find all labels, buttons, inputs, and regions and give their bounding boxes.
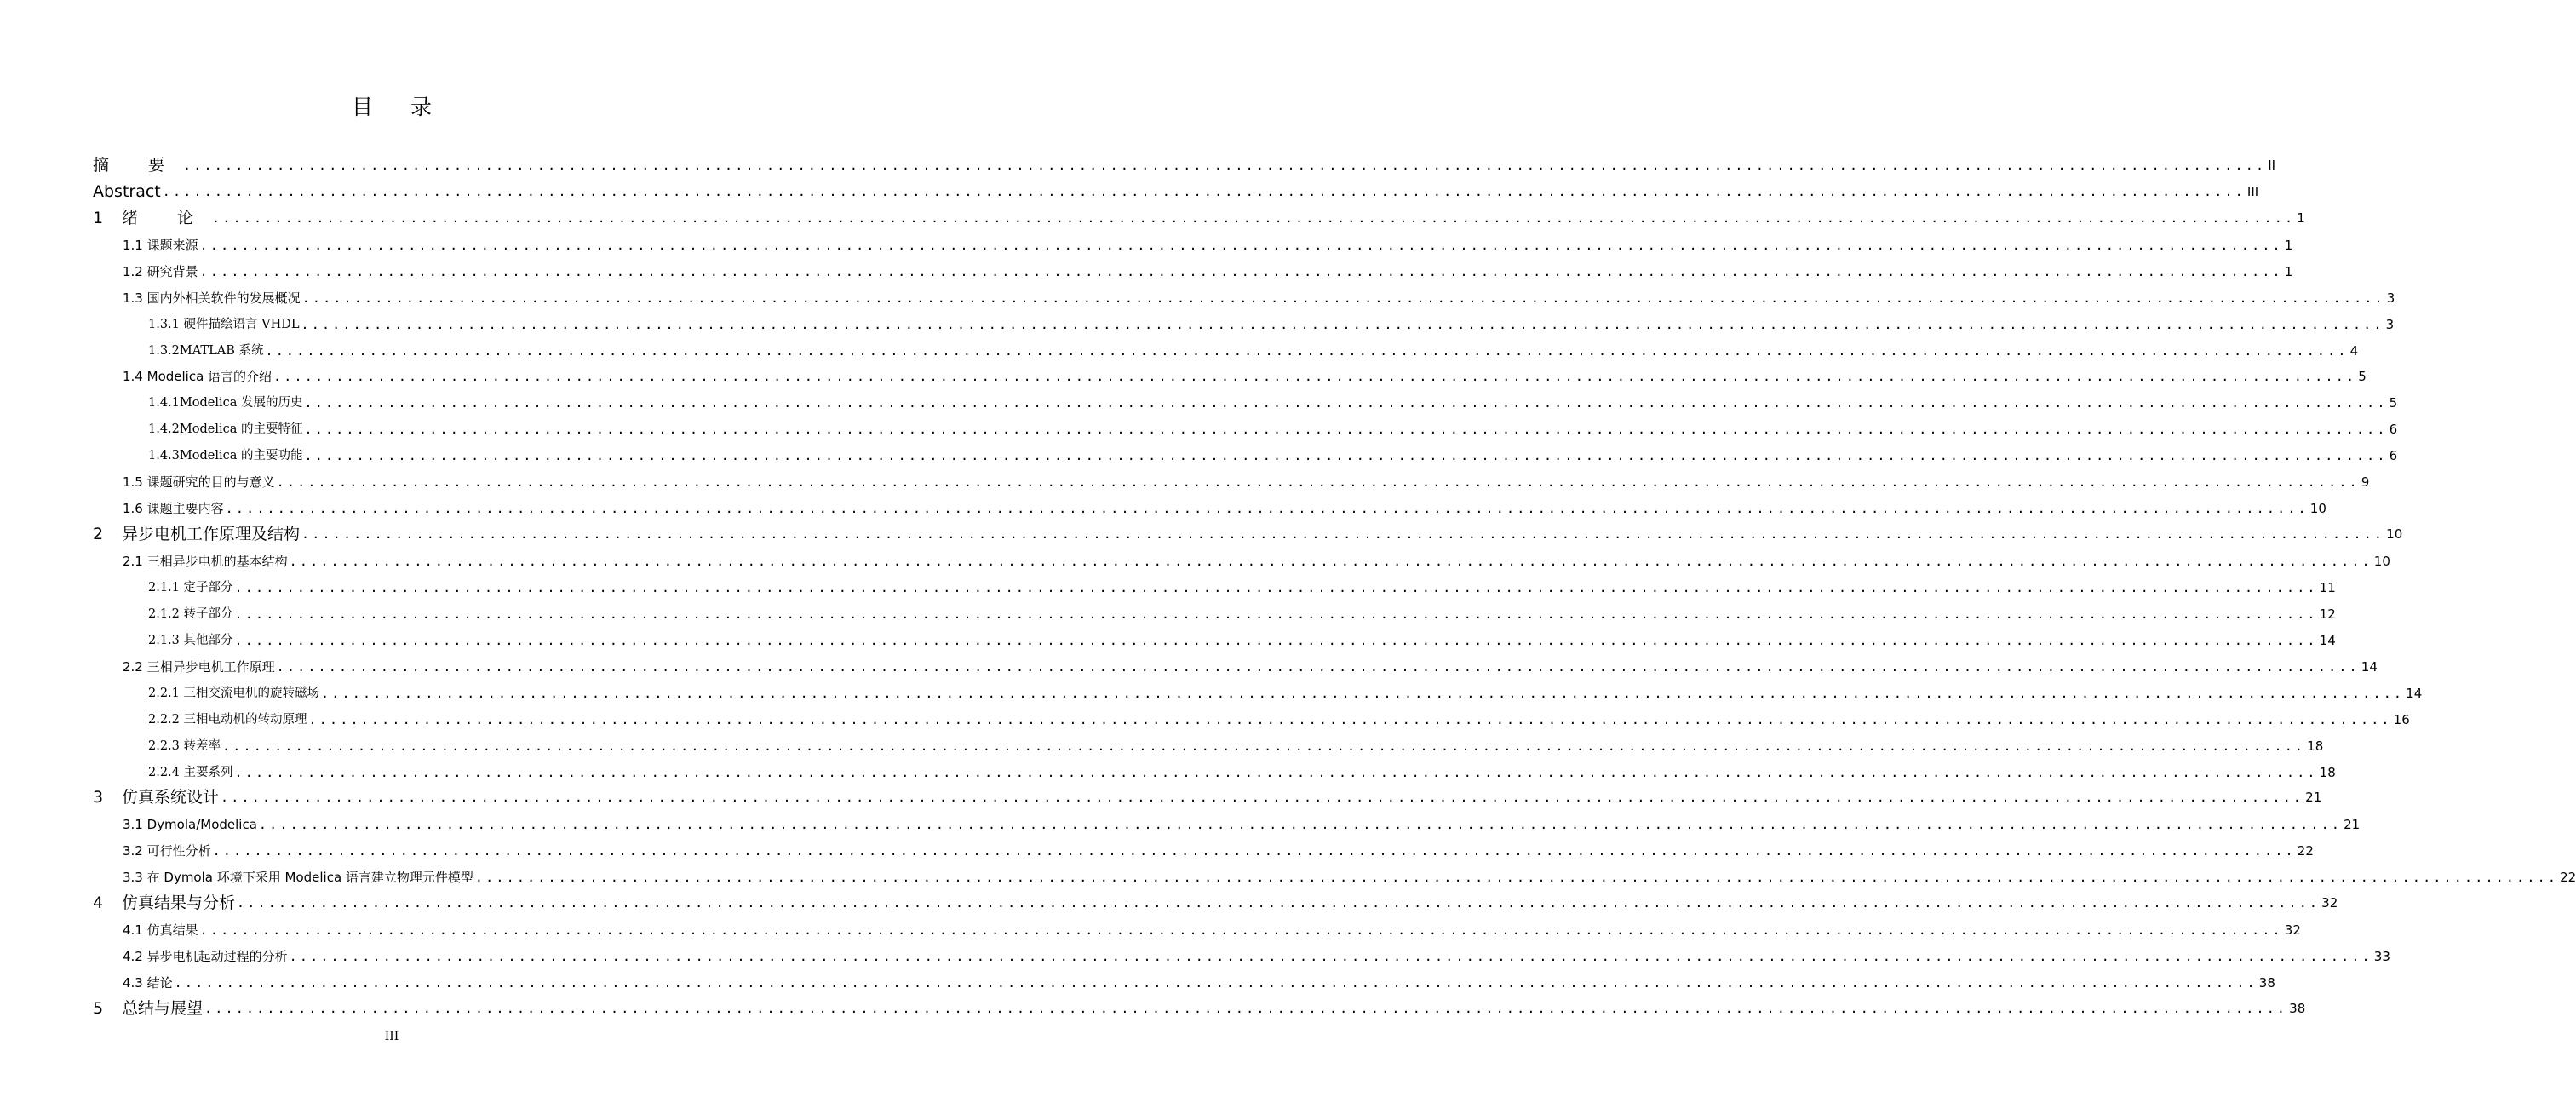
dot-leader: ........................................................................................................................................................................................................ — [204, 1000, 2288, 1016]
table-of-contents — [93, 149, 2576, 1019]
dot-leader: ........................................................................................................................................................................................................ — [276, 658, 2360, 675]
dot-leader: ........................................................................................................................................................................................................ — [199, 237, 2283, 253]
toc-entry-label — [148, 315, 299, 334]
toc-entry-page: 9 — [2361, 474, 2370, 491]
dot-leader: ........................................................................................................................................................................................................ — [212, 843, 2296, 859]
toc-entry[interactable] — [93, 412, 2398, 439]
dot-leader: ........................................................................................................................................................................................................ — [258, 817, 2343, 833]
toc-entry-label — [148, 394, 302, 412]
dot-leader: ........................................................................................................................................................................................................ — [308, 711, 2392, 727]
toc-entry-label — [148, 578, 233, 597]
toc-entry-label — [93, 208, 210, 228]
toc-entry-text: 2.2 三相异步电机工作原理 — [123, 658, 275, 675]
dot-leader: ........................................................................................................................................................................................................ — [321, 685, 2405, 701]
toc-entry-page: 21 — [2305, 790, 2322, 806]
toc-entry-page: 5 — [2358, 369, 2367, 385]
toc-entry-page: 12 — [2319, 606, 2336, 622]
toc-entry-page: 1 — [2284, 263, 2293, 279]
toc-entry-text: 2.1.1 定子部分 — [148, 580, 233, 595]
toc-entry-text: 3.2 可行性分析 — [123, 843, 211, 859]
toc-entry[interactable] — [93, 202, 2305, 228]
toc-entry-label — [93, 181, 161, 202]
toc-entry-page: 4 — [2349, 342, 2359, 359]
toc-entry-text: 4.3 结论 — [123, 975, 173, 991]
dot-leader: ........................................................................................................................................................................................................ — [222, 738, 2306, 754]
dot-leader: ........................................................................................................................................................................................................ — [304, 448, 2388, 464]
toc-entry-text: 绪 论 — [122, 208, 211, 227]
toc-entry-text: 2.2.2 三相电动机的转动原理 — [148, 712, 307, 727]
toc-entry[interactable] — [93, 544, 2390, 571]
toc-entry-page: 16 — [2393, 711, 2410, 727]
toc-entry-page: 14 — [2361, 658, 2378, 675]
toc-entry[interactable] — [93, 149, 2276, 175]
toc-entry[interactable] — [93, 518, 2403, 544]
toc-entry-text: 2.2.1 三相交流电机的旋转磁场 — [148, 686, 320, 700]
toc-entry-text: 1.6 课题主要内容 — [123, 501, 224, 517]
toc-entry-label — [148, 605, 233, 623]
toc-entry-text: 1.5 课题研究的目的与意义 — [123, 474, 275, 491]
dot-leader: ........................................................................................................................................................................................................ — [199, 922, 2283, 939]
toc-entry[interactable] — [93, 571, 2336, 597]
toc-entry-text: 3.1 Dymola/Modelica — [123, 817, 257, 833]
toc-entry-page: 22 — [2297, 843, 2314, 859]
toc-entry-page: 33 — [2373, 949, 2390, 965]
toc-entry-text: 2.2.4 主要系列 — [148, 765, 233, 779]
toc-entry-label — [148, 710, 307, 729]
dot-leader: ........................................................................................................................................................................................................ — [221, 790, 2304, 806]
toc-entry-page: 10 — [2386, 526, 2403, 543]
toc-entry-label — [123, 842, 211, 860]
dot-leader: ........................................................................................................................................................................................................ — [183, 157, 2267, 173]
toc-entry[interactable] — [93, 439, 2398, 465]
toc-entry-page: 10 — [2373, 554, 2390, 569]
toc-entry-page: 22 — [2560, 870, 2576, 886]
toc-entry-page: 14 — [2406, 685, 2423, 701]
toc-entry-label — [148, 763, 233, 782]
dot-leader: ........................................................................................................................................................................................................ — [234, 764, 2318, 780]
toc-entry[interactable] — [93, 966, 2275, 992]
toc-entry-page: 32 — [2321, 895, 2338, 911]
toc-entry-text: 2.2.3 转差率 — [148, 738, 221, 753]
toc-entry-label — [123, 974, 173, 992]
dot-leader: ........................................................................................................................................................................................................ — [237, 895, 2321, 911]
toc-entry-label — [123, 658, 275, 676]
dot-leader: ........................................................................................................................................................................................................ — [301, 526, 2385, 543]
toc-entry-page: 14 — [2319, 632, 2336, 648]
toc-entry-label — [93, 998, 203, 1019]
toc-entry[interactable] — [93, 307, 2395, 334]
toc-entry-label — [123, 473, 275, 491]
dot-leader: ........................................................................................................................................................................................................ — [212, 210, 2296, 226]
toc-entry[interactable] — [93, 913, 2301, 939]
toc-entry-label — [123, 367, 272, 386]
toc-entry-text: 1.2 研究背景 — [123, 263, 198, 279]
toc-entry-page: 6 — [2389, 448, 2398, 464]
toc-entry-text: 2.1 三相异步电机的基本结构 — [123, 554, 288, 569]
toc-entry-page: 18 — [2319, 764, 2336, 780]
dot-leader: ........................................................................................................................................................................................................ — [289, 949, 2372, 965]
toc-entry[interactable] — [93, 386, 2398, 412]
toc-entry[interactable] — [93, 676, 2423, 703]
dot-leader: ........................................................................................................................................................................................................ — [234, 579, 2318, 595]
toc-entry-text: Abstract — [93, 181, 161, 201]
toc-entry-page: 10 — [2309, 501, 2326, 517]
toc-entry-label — [123, 262, 198, 281]
toc-entry-text: 1.4.1Modelica 发展的历史 — [148, 396, 303, 411]
toc-entry-label — [148, 684, 319, 703]
toc-entry-page: 38 — [2289, 1000, 2306, 1016]
dot-leader: ........................................................................................................................................................................................................ — [301, 316, 2384, 332]
toc-entry-page: 3 — [2385, 316, 2395, 332]
toc-entry-label — [148, 737, 221, 756]
toc-entry[interactable] — [93, 281, 2395, 307]
dot-leader: ........................................................................................................................................................................................................ — [234, 632, 2318, 648]
dot-leader: ........................................................................................................................................................................................................ — [174, 975, 2258, 991]
toc-entry[interactable] — [93, 807, 2361, 834]
toc-entry-text: 总结与展望 — [122, 998, 204, 1018]
toc-entry-page: 32 — [2284, 922, 2301, 939]
toc-entry-text: 1.4.3Modelica 的主要功能 — [148, 449, 303, 463]
toc-entry[interactable] — [93, 491, 2326, 518]
toc-entry-label — [123, 552, 288, 571]
toc-entry-text: 3.3 在 Dymola 环境下采用 Modelica 语言建立物理元件模型 — [123, 870, 473, 886]
toc-entry-text: 4.2 异步电机起动过程的分析 — [123, 949, 288, 965]
toc-entry[interactable] — [93, 597, 2336, 623]
toc-entry-page: 21 — [2344, 817, 2361, 833]
dot-leader: ........................................................................................................................................................................................................ — [289, 554, 2372, 569]
toc-entry[interactable] — [93, 334, 2359, 360]
dot-leader: ........................................................................................................................................................................................................ — [265, 342, 2349, 359]
dot-leader: ........................................................................................................................................................................................................ — [225, 501, 2309, 517]
toc-entry-label — [93, 524, 300, 544]
toc-entry[interactable] — [93, 729, 2324, 756]
toc-entry[interactable] — [93, 887, 2338, 913]
dot-leader: ........................................................................................................................................................................................................ — [199, 263, 2283, 279]
toc-entry-page: 1 — [2284, 237, 2293, 253]
toc-entry[interactable] — [93, 650, 2378, 676]
toc-entry-page: 6 — [2389, 422, 2398, 438]
dot-leader: ........................................................................................................................................................................................................ — [474, 870, 2559, 886]
toc-entry-page: 18 — [2307, 738, 2324, 754]
toc-entry-page: 1 — [2297, 210, 2305, 226]
toc-entry-page: 3 — [2386, 290, 2395, 306]
toc-entry[interactable] — [93, 255, 2293, 281]
toc-entry-label — [123, 947, 288, 966]
toc-entry[interactable] — [93, 939, 2390, 966]
dot-leader: ........................................................................................................................................................................................................ — [304, 422, 2388, 438]
toc-entry-number: 1 — [93, 208, 104, 227]
toc-entry-label — [148, 631, 233, 650]
toc-entry-text: 异步电机工作原理及结构 — [122, 525, 301, 544]
toc-entry-label — [148, 342, 263, 360]
toc-entry[interactable] — [93, 175, 2259, 202]
toc-entry-text: 1.4.2Modelica 的主要特征 — [148, 422, 303, 437]
toc-entry[interactable] — [93, 834, 2314, 860]
toc-entry-page: II — [2268, 157, 2276, 173]
toc-entry-text: 摘 要 — [93, 155, 182, 175]
toc-entry[interactable] — [93, 703, 2410, 729]
toc-entry-text: 2.1.3 其他部分 — [148, 633, 233, 647]
dot-leader: ........................................................................................................................................................................................................ — [276, 474, 2360, 491]
toc-entry-number: 3 — [93, 788, 104, 807]
toc-entry-text: 2.1.2 转子部分 — [148, 606, 233, 621]
page-number: III — [384, 1030, 399, 1043]
dot-leader: ........................................................................................................................................................................................................ — [304, 395, 2388, 411]
toc-entry-label — [148, 446, 302, 465]
toc-entry[interactable] — [93, 465, 2370, 491]
page-title: 目录 — [351, 95, 469, 119]
dot-leader: ........................................................................................................................................................................................................ — [234, 606, 2318, 622]
toc-entry[interactable] — [93, 782, 2322, 808]
toc-entry[interactable] — [93, 992, 2306, 1019]
toc-entry-text: 1.3 国内外相关软件的发展概况 — [123, 290, 301, 306]
toc-entry-text: 仿真系统设计 — [122, 788, 220, 807]
toc-entry[interactable] — [93, 756, 2336, 782]
toc-entry[interactable] — [93, 360, 2367, 387]
dot-leader: ........................................................................................................................................................................................................ — [301, 290, 2385, 306]
toc-entry-number: 4 — [93, 894, 104, 913]
toc-entry-page: III — [2246, 183, 2259, 199]
toc-entry-label — [148, 420, 302, 439]
toc-entry[interactable] — [93, 623, 2336, 650]
toc-entry-text: 1.3.2MATLAB 系统 — [148, 343, 264, 358]
toc-entry-label — [123, 868, 473, 887]
toc-entry-label — [93, 155, 181, 175]
toc-entry-label — [123, 921, 198, 939]
toc-entry-label — [123, 815, 257, 834]
toc-entry-label — [93, 787, 219, 807]
toc-entry-text: 1.1 课题来源 — [123, 237, 198, 253]
toc-entry-page: 5 — [2389, 395, 2398, 411]
toc-entry[interactable] — [93, 860, 2576, 887]
dot-leader: ........................................................................................................................................................................................................ — [273, 369, 2357, 385]
toc-entry[interactable] — [93, 228, 2293, 255]
toc-entry-label — [123, 289, 301, 307]
toc-entry-label — [93, 893, 235, 913]
toc-entry-page: 38 — [2258, 975, 2275, 991]
toc-entry-number: 2 — [93, 525, 104, 544]
toc-entry-text: 仿真结果与分析 — [122, 894, 236, 913]
toc-entry-text: 1.3.1 硬件描绘语言 VHDL — [148, 317, 300, 331]
toc-entry-label — [123, 236, 198, 255]
toc-entry-text: 1.4 Modelica 语言的介绍 — [123, 369, 273, 385]
toc-entry-text: 4.1 仿真结果 — [123, 922, 198, 939]
toc-entry-page: 11 — [2319, 579, 2336, 595]
dot-leader: ........................................................................................................................................................................................................ — [162, 183, 2246, 199]
toc-entry-label — [123, 499, 224, 518]
toc-entry-number: 5 — [93, 998, 104, 1018]
